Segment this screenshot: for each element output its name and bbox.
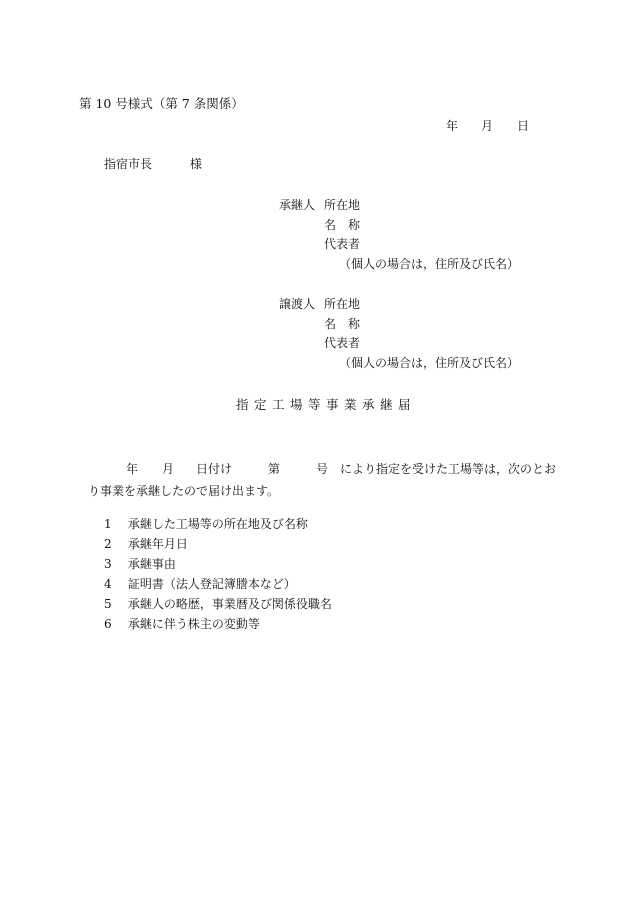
list-item: [104, 518, 308, 530]
list-item: [104, 558, 176, 570]
body-number-prefix: 第: [268, 462, 281, 476]
list-item-number: 5: [104, 597, 112, 611]
transferor-representative-label: 代表者: [324, 336, 361, 350]
transferor-name-label: 名 称: [324, 317, 361, 331]
body-line1-text: により指定を受けた工場等は，次のとお: [340, 462, 557, 476]
successor-representative-label: 代表者: [324, 237, 361, 251]
body-line2-text: り事業を承継したので届け出ます。: [88, 484, 280, 498]
list-item-text: 証明書（法人登記簿謄本など）: [127, 577, 296, 591]
transferor-individual-note: （個人の場合は，住所及び氏名）: [339, 356, 520, 370]
date-day-label: 日: [517, 119, 530, 133]
body-dated-label: 日付け: [196, 462, 233, 476]
addressee: [104, 158, 202, 170]
addressee-title: 指宿市長: [104, 157, 153, 171]
list-item-text: 承継年月日: [127, 537, 188, 551]
body-year-label: 年: [126, 462, 139, 476]
list-item-text: 承継人の略歴，事業暦及び関係役職名: [127, 597, 332, 611]
body-line-2: [88, 480, 558, 502]
list-item-text: 承継した工場等の所在地及び名称: [127, 517, 308, 531]
successor-individual-note: （個人の場合は，住所及び氏名）: [339, 257, 520, 271]
list-item-number: 3: [104, 557, 112, 571]
list-item-number: 2: [104, 537, 112, 551]
date-month-label: 月: [481, 119, 494, 133]
list-item-number: 1: [104, 517, 112, 531]
list-item-number: 4: [104, 577, 112, 591]
successor-address-label: 所在地: [324, 198, 361, 212]
addressee-honorific: 様: [189, 157, 202, 171]
transferor-role-label: 譲渡人: [279, 297, 316, 311]
list-item: [104, 538, 188, 550]
successor-name-label: 名 称: [324, 218, 361, 232]
successor-role-label: 承継人: [279, 198, 316, 212]
date-year-label: 年: [446, 119, 459, 133]
list-item: [104, 578, 296, 590]
body-month-label: 月: [162, 462, 175, 476]
list-item-text: 承継に伴う株主の変動等: [127, 617, 260, 631]
list-item: [104, 618, 260, 630]
body-number-suffix: 号: [316, 462, 329, 476]
document-title: 指定工場等事業承継届: [236, 397, 417, 412]
list-item-text: 承継事由: [127, 557, 176, 571]
form-number: 第 10 号様式（第 7 条関係）: [79, 96, 244, 111]
body-paragraph: [88, 458, 558, 502]
transferor-address-label: 所在地: [324, 297, 361, 311]
list-item: [104, 598, 332, 610]
list-item-number: 6: [104, 617, 112, 631]
body-line-1: [88, 458, 558, 480]
